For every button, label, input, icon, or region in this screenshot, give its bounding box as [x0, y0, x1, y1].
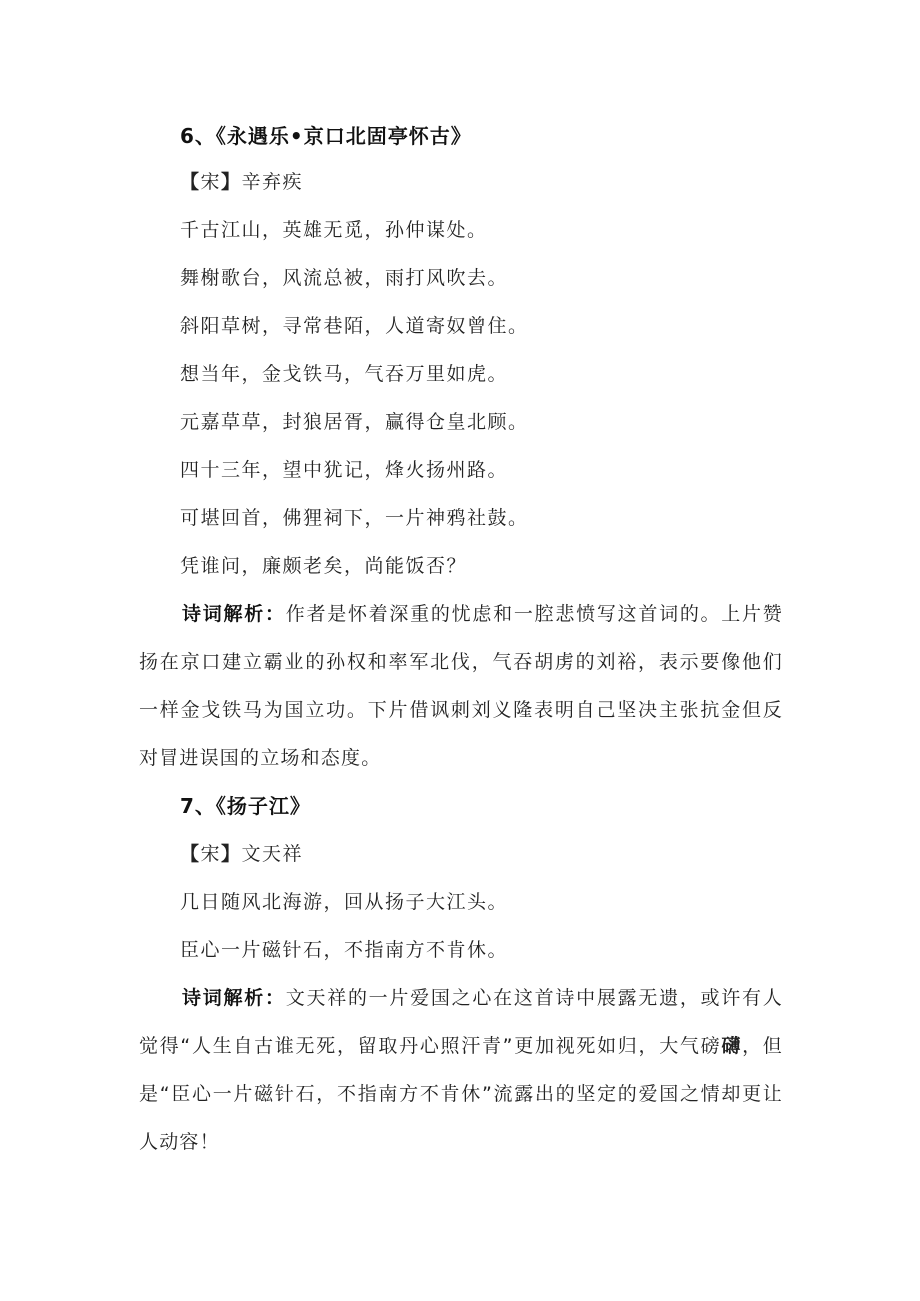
poem-line: 千古江山，英雄无觅，孙仲谋处。 [180, 219, 488, 241]
analysis-label: 诗词解析： [182, 987, 286, 1009]
poem-line: 想当年，金戈铁马，气吞万里如虎。 [180, 363, 509, 385]
poem-analysis [139, 974, 783, 1166]
bracket-open: 【 [180, 171, 201, 193]
analysis-text: 文天祥的一片爱国之心在这首诗中展露无遗，或许有人觉得“人生自古谁无死，留取丹心照汗青”更加视死如归，大气磅 [139, 987, 783, 1057]
poem-line: 几日随风北海游，回从扬子大江头。 [180, 891, 509, 913]
analysis-text: ，但是“臣心一片磁针石，不指南方不肯休”流露出的坚定的爱国之情却更让人动容！ [139, 1035, 783, 1153]
dynasty: 宋 [200, 843, 222, 865]
poem-line: 可堪回首，佛狸祠下，一片神鸦社鼓。 [180, 507, 529, 529]
poem-line: 元嘉草草，封狼居胥，赢得仓皇北顾。 [180, 411, 529, 433]
poem-line: 舞榭歌台，风流总被，雨打风吹去。 [180, 267, 509, 289]
poem-author [180, 842, 303, 866]
poem-line: 四十三年，望中犹记，烽火扬州路。 [180, 459, 509, 481]
analysis-text: 作者是怀着深重的忧虑和一腔悲愤写这首词的。上片赞扬在京口建立霸业的孙权和率军北伐，气吞胡虏的刘裕，表示要像他们一样金戈铁马为国立功。下片借讽刺刘义隆表明自己坚决主张抗金但反对冒进误国的立场和态度。 [139, 603, 783, 769]
author-name: 文天祥 [241, 843, 304, 865]
poem-line: 斜阳草树，寻常巷陌，人道寄奴曾住。 [180, 315, 529, 337]
bracket-close: 】 [221, 171, 242, 193]
bracket-open: 【 [180, 843, 201, 865]
bracket-close: 】 [221, 843, 242, 865]
dynasty: 宋 [200, 171, 222, 193]
poem-title: 7、《扬子江》 [180, 794, 311, 818]
poem-line: 臣心一片磁针石，不指南方不肯休。 [180, 939, 509, 961]
poem-author [180, 170, 303, 194]
poem-title: 6、《永遇乐•京口北固亭怀古》 [180, 124, 472, 148]
author-name: 辛弃疾 [241, 171, 304, 193]
analysis-bold-char: 礴 [721, 1035, 743, 1057]
poem-line: 凭谁问，廉颇老矣，尚能饭否？ [180, 555, 468, 577]
analysis-label: 诗词解析： [182, 603, 286, 625]
poem-analysis [139, 590, 783, 782]
